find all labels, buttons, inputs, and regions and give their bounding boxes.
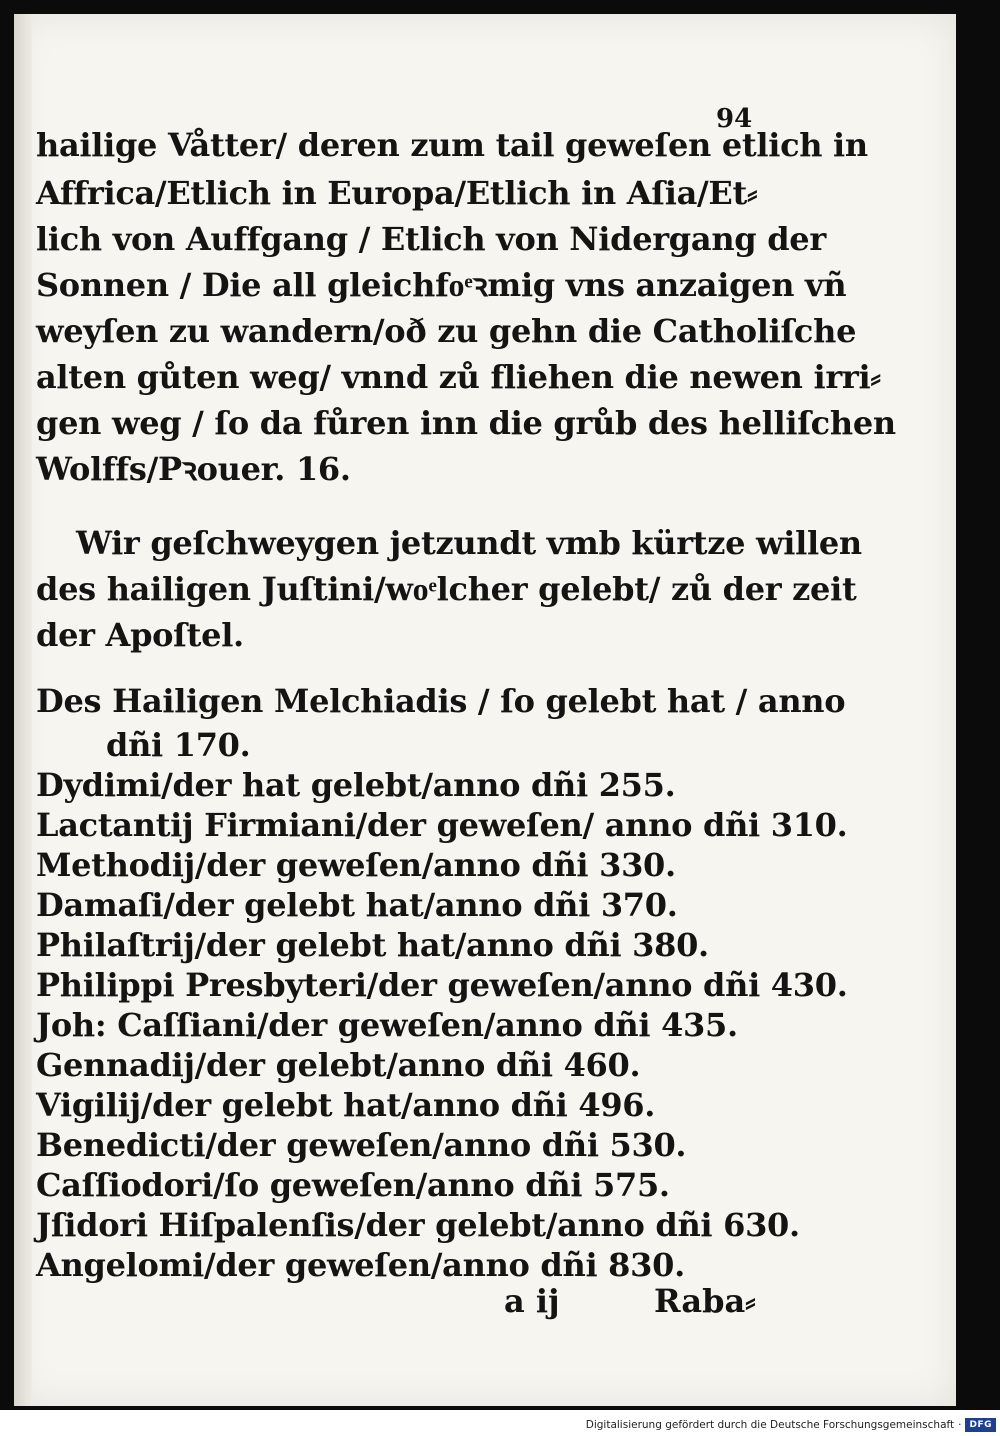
catchword: Raba⸗ bbox=[654, 1282, 756, 1320]
list-item: Philaſtrij/der gelebt hat/anno dñi 380. bbox=[36, 926, 709, 964]
list-item: Lactantij Firmiani/der geweſen/ anno dñi 310. bbox=[36, 806, 848, 844]
text-line: Wolffs/Pꝛouer. 16. bbox=[36, 450, 351, 488]
dfg-logo-icon[interactable]: DFG bbox=[965, 1418, 996, 1432]
binding-edge bbox=[14, 14, 32, 1406]
list-item: Methodij/der geweſen/anno dñi 330. bbox=[36, 846, 676, 884]
list-item: Gennadij/der gelebt/anno dñi 460. bbox=[36, 1046, 641, 1084]
paragraph-line: der Apoſtel. bbox=[36, 616, 244, 654]
text-line: weyſen zu wandern/oð zu gehn die Catholiſche bbox=[36, 312, 857, 350]
paragraph-line: des hailigen Juſtini/woͤlcher gelebt/ zů der zeit bbox=[36, 570, 857, 608]
list-item: Vigilij/der gelebt hat/anno dñi 496. bbox=[36, 1086, 656, 1124]
list-item: Joh: Caſſiani/der geweſen/anno dñi 435. bbox=[36, 1006, 738, 1044]
paragraph-line: Wir geſchweygen jetzundt vmb kürtze willen bbox=[76, 524, 862, 562]
list-item: Dydimi/der hat gelebt/anno dñi 255. bbox=[36, 766, 676, 804]
text-line: Affrica/Etlich in Europa/Etlich in Aſia/Et⸗ bbox=[36, 174, 758, 212]
footer-text: Digitalisierung gefördert durch die Deutsche Forschungsgemeinschaft bbox=[585, 1419, 955, 1431]
signature-mark: a ij bbox=[504, 1282, 560, 1320]
footer-separator: · bbox=[958, 1419, 962, 1431]
book-page bbox=[14, 14, 956, 1406]
list-item: Caſſiodori/ſo geweſen/anno dñi 575. bbox=[36, 1166, 670, 1204]
list-item: Des Hailigen Melchiadis / ſo gelebt hat / anno bbox=[36, 682, 846, 720]
text-line: Sonnen / Die all gleichfoͤꝛmig vns anzaigen vñ bbox=[36, 266, 847, 304]
list-item: Benedicti/der geweſen/anno dñi 530. bbox=[36, 1126, 687, 1164]
list-item: dñi 170. bbox=[106, 726, 251, 764]
footer-credit bbox=[586, 1414, 1000, 1436]
list-item: Angelomi/der geweſen/anno dñi 830. bbox=[36, 1246, 685, 1284]
list-item: Jſidori Hiſpalenſis/der gelebt/anno dñi 630. bbox=[36, 1206, 800, 1244]
text-line: gen weg / ſo da fůren inn die grůb des helliſchen bbox=[36, 404, 896, 442]
page-number: 94 bbox=[716, 104, 753, 134]
list-item: Philippi Presbyteri/der geweſen/anno dñi 430. bbox=[36, 966, 848, 1004]
text-line: alten gůten weg/ vnnd zů fliehen die newen irri⸗ bbox=[36, 358, 881, 396]
text-line: hailige Våtter/ deren zum tail geweſen etlich in bbox=[36, 126, 868, 164]
list-item: Damaſi/der gelebt hat/anno dñi 370. bbox=[36, 886, 678, 924]
text-line: lich von Auffgang / Etlich von Nidergang der bbox=[36, 220, 826, 258]
